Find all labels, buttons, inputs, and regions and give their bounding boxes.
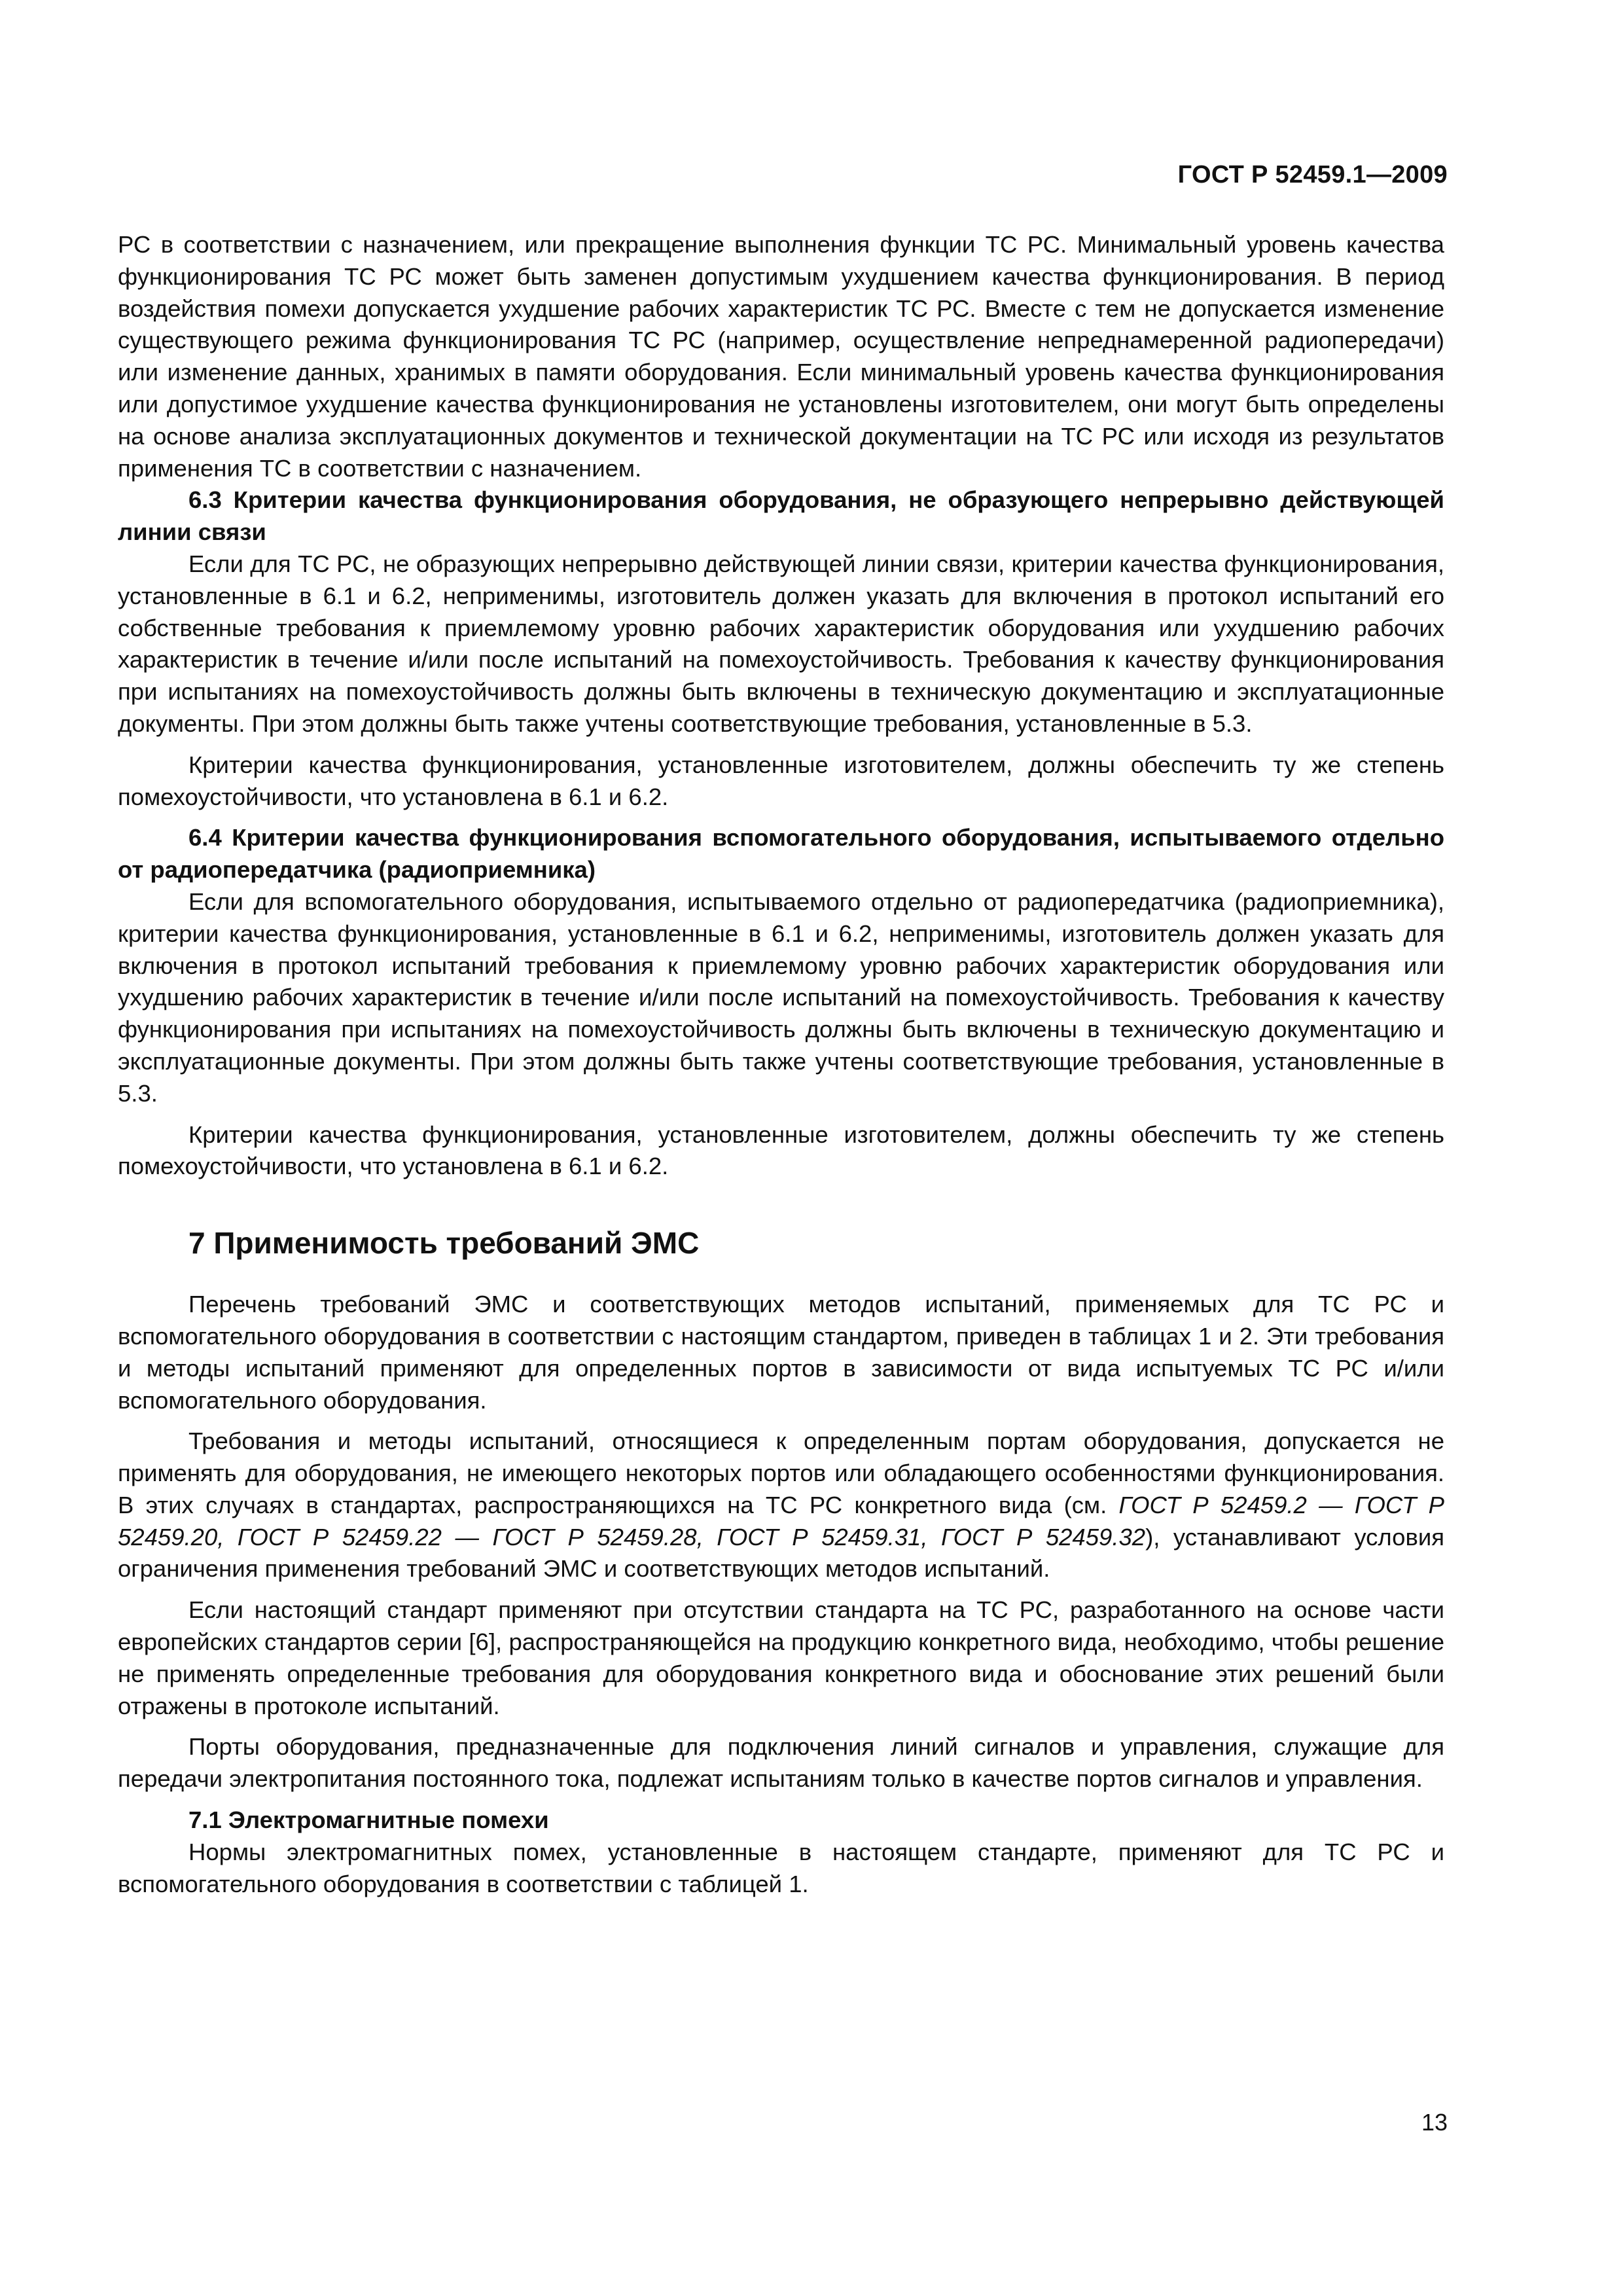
subsection-title-7-1: 7.1 Электромагнитные помехи: [188, 1806, 549, 1834]
page-body: [118, 229, 1444, 1900]
paragraph-6-4-1: Если для вспомогательного оборудования, испытываемого отдельно от радиопередатчика (радиоприемника), критерии качества функционирования, установленные в 6.1 и 6.2, неприменимы, изготовитель должен указать для включения в протокол испытаний требования к приемлемому уровню рабочих характеристик оборудования или ухудшению рабочих характеристик в течение и/или после испытаний на помехоустойчивость. Требования к качеству функционирования при испытаниях на помехоустойчивость должны быть включены в техническую документацию и эксплуатационные документы. При этом должны быть также учтены соответствующие требования, установленные в 5.3.: [118, 888, 1444, 1107]
paragraph-6-4-2: Критерии качества функционирования, установленные изготовителем, должны обеспечить ту же степень помехоустойчивости, что установлена в 6.1 и 6.2.: [118, 1121, 1444, 1180]
paragraph-continued: РС в соответствии с назначением, или прекращение выполнения функции ТС РС. Минимальный уровень качества функционирования ТС РС может быть заменен допустимым ухудшением качества функционирования. В период воздействия помехи допускается ухудшение рабочих характеристик ТС РС. Вместе с тем не допускается изменение существующего режима функционирования ТС РС (например, осуществление непреднамеренной радиопередачи) или изменение данных, хранимых в памяти оборудования. Если минимальный уровень качества функционирования или допустимое ухудшение качества функционирования не установлены изготовителем, они могут быть определены на основе анализа эксплуатационных документов и технической документации на ТС РС или исходя из результатов применения ТС в соответствии с назначением.: [118, 231, 1444, 482]
paragraph-7-2-text-a: Требования и методы испытаний, относящиеся к определенным портам оборудования, допускается не применять для оборудования, не имеющего некоторых портов или обладающего особенностями функционирования. В этих случаях в стандартах, распространяющихся на ТС РС конкретного вида (см.: [118, 1427, 1444, 1518]
paragraph-7-2: [118, 1426, 1444, 1585]
subsection-title-6-4: 6.4 Критерии качества функционирования вспомогательного оборудования, испытываемого отдельно от радиопередатчика (радиоприемника): [118, 824, 1444, 884]
paragraph-6-3-1: Если для ТС РС, не образующих непрерывно действующей линии связи, критерии качества функционирования, установленные в 6.1 и 6.2, неприменимы, изготовитель должен указать для включения в протокол испытаний его собственные требования к приемлемому уровню рабочих характеристик оборудования или ухудшению рабочих характеристик в течение и/или после испытаний на помехоустойчивость. Требования к качеству функционирования при испытаниях на помехоустойчивость должны быть включены в техническую документацию и эксплуатационные документы. При этом должны быть также учтены соответствующие требования, установленные в 5.3.: [118, 550, 1444, 737]
paragraph-7-2-text-b: ), устанавливают условия ограничения применения требований ЭМС и соответствующих методов испытаний.: [118, 1523, 1444, 1583]
standard-references: ГОСТ Р 52459.2 — ГОСТ Р 52459.20, ГОСТ Р 52459.22 — ГОСТ Р 52459.28, ГОСТ Р 52459.31, ГОСТ Р 52459.32: [118, 1491, 1444, 1551]
section-title-7: 7 Применимость требований ЭМС: [188, 1226, 700, 1261]
subsection-title-6-3: 6.3 Критерии качества функционирования оборудования, не образующего непрерывно действующей линии связи: [118, 486, 1444, 546]
paragraph-7-1-1: Нормы электромагнитных помех, установленные в настоящем стандарте, применяют для ТС РС и вспомогательного оборудования в соответствии с таблицей 1.: [118, 1838, 1444, 1897]
paragraph-7-3: Если настоящий стандарт применяют при отсутствии стандарта на ТС РС, разработанного на основе части европейских стандартов серии [6], распространяющейся на продукцию конкретного вида, необходимо, чтобы решение не применять определенные требования для оборудования конкретного вида и обоснование этих решений были отражены в протоколе испытаний.: [118, 1596, 1444, 1719]
paragraph-7-1: Перечень требований ЭМС и соответствующих методов испытаний, применяемых для ТС РС и вспомогательного оборудования в соответствии с настоящим стандартом, приведен в таблицах 1 и 2. Эти требования и методы испытаний применяют для определенных портов в зависимости от вида испытуемых ТС РС и/или вспомогательного оборудования.: [118, 1291, 1444, 1414]
paragraph-6-3-2: Критерии качества функционирования, установленные изготовителем, должны обеспечить ту же степень помехоустойчивости, что установлена в 6.1 и 6.2.: [118, 751, 1444, 810]
paragraph-7-4: Порты оборудования, предназначенные для подключения линий сигналов и управления, служащие для передачи электропитания постоянного тока, подлежат испытаниям только в качестве портов сигналов и управления.: [118, 1733, 1444, 1793]
page-number: 13: [1421, 2109, 1448, 2136]
document-header: ГОСТ Р 52459.1—2009: [1177, 161, 1448, 188]
